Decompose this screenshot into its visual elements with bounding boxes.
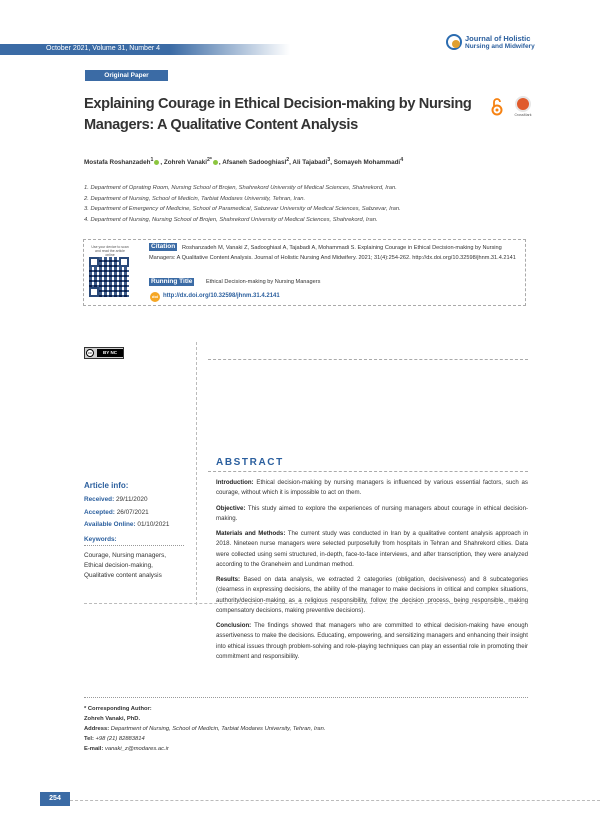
article-info-heading: Article info: bbox=[84, 481, 129, 490]
qr-finder bbox=[89, 257, 99, 267]
keywords: Courage, Nursing managers, Ethical decision-making, Qualitative content analysis bbox=[84, 552, 167, 579]
article-info: Received: 29/11/2020 Accepted: 26/07/2021 Available Online: 01/10/2021 bbox=[84, 496, 170, 528]
author-name: Ali Tajabadi bbox=[292, 159, 328, 167]
article-type-badge: Original Paper bbox=[85, 70, 168, 81]
affiliation: 3. Department of Emergency of Medicine, School of Paramedical, Sabzevar University of Medical Sciences, Sabzevar, Iran. bbox=[84, 206, 401, 212]
abstract-section: Conclusion: The findings showed that managers who are committed to ethical decision-making have enough assertiveness to make the decisions. Educating, empowering, and sensitizing managers and enhancing their insight into ethical issues through problem-solving and role-playing techniques can play an essential role in promoting their commitment and responsibility. bbox=[216, 622, 528, 660]
author-name: Somayeh Mohammadi bbox=[333, 159, 401, 167]
author-list: Mostafa Roshanzadeh$^1$ , Zohreh Vanaki$^{2*}$ , Afsaneh Sadooghiasl$^2$, Ali Tajabadi$^3$, Somayeh Mohammadi$^4$ bbox=[84, 157, 404, 167]
accepted-date: 26/07/2021 bbox=[116, 508, 149, 516]
qr-caption: Use your device to scan and read the article online bbox=[91, 245, 129, 257]
citation-label: Citation bbox=[151, 243, 176, 250]
online-date: 01/10/2021 bbox=[137, 521, 170, 528]
page-number: 254 bbox=[40, 792, 70, 806]
email-link[interactable]: vanaki_z@modares.ac.ir bbox=[104, 746, 169, 752]
abstract-section: Results: Based on data analysis, we extracted 2 categories (obligation, decisiveness) and 8 subcategories (clearness in expressing decisions, the ability of the manager to make decisions in critical and complex situations, authority/decision-making as a religious responsibility, follow the decision process, being responsible, making compensatory decisions, making preventive decisions). bbox=[216, 576, 528, 614]
divider bbox=[84, 697, 528, 698]
affiliation: 1. Department of Oprating Room, Nursing School of Brojen, Shahrekord University of Medical Sciences, Shahrekord, Iran. bbox=[84, 185, 397, 191]
author-name: Afsaneh Sadooghiasl bbox=[222, 159, 287, 167]
divider bbox=[208, 359, 528, 360]
affiliation: 4. Department of Nursing, Nursing School of Brojen, Shahrekord University of Medical Sciences, Shahrekord, Iran. bbox=[84, 216, 378, 223]
journal-logo-icon bbox=[446, 34, 462, 50]
affiliations bbox=[84, 183, 401, 225]
cc-icon: cc bbox=[88, 350, 92, 355]
divider bbox=[208, 471, 528, 472]
cc-by-label: BY NC bbox=[97, 349, 123, 357]
cc-license-badge[interactable] bbox=[84, 347, 124, 359]
keywords-heading: Keywords: bbox=[84, 536, 117, 543]
journal-name-line2: Nursing and Midwifery bbox=[465, 43, 535, 50]
author-name: Zohreh Vanaki bbox=[163, 159, 207, 167]
orcid-icon[interactable] bbox=[213, 160, 218, 165]
journal-logo[interactable] bbox=[446, 34, 596, 54]
crossmark-label: CrossMark bbox=[514, 113, 532, 117]
doi-link[interactable]: http://dx.doi.org/10.32598/jhnm.31.4.2141 bbox=[163, 293, 280, 299]
author-name: Mostafa Roshanzadeh bbox=[84, 159, 151, 167]
abstract-section: Introduction: Ethical decision-making by nursing managers is influenced by various essential factors, such as courage, without which it is impossible to act on them. bbox=[216, 479, 528, 497]
citation-text: Roshanzadeh M, Vanaki Z, Sadooghiasl A, Tajabadi A, Mohammadi S. Explaining Courage in Ethical Decision-making by Nursing Managers: A Qualitative Content Analysis. Journal of Holistic Nursing And Midwifery. 2021; 31(4):254-262. http://dx.doi.org/10.32598/jhnm.31.4.2141 bbox=[149, 245, 516, 261]
footer-divider bbox=[70, 800, 600, 801]
qr-finder bbox=[119, 257, 129, 267]
issue-info: October 2021, Volume 31, Number 4 bbox=[46, 45, 161, 52]
divider bbox=[84, 603, 528, 604]
affiliation: 2. Department of Nursing, School of Medicin, Tarbiat Modares University, Tehran, Iran. bbox=[84, 195, 306, 202]
open-access-icon[interactable] bbox=[491, 98, 503, 116]
corresponding-name: Zohreh Vanaki, PhD. bbox=[84, 716, 141, 722]
abstract-section: Objective: This study aimed to explore the experiences of nursing managers about courage in ethical decision-making. bbox=[216, 504, 528, 522]
column-divider bbox=[196, 342, 197, 605]
journal-name-line1: Journal of Holistic bbox=[465, 34, 531, 43]
running-title: Ethical Decision-making by Nursing Managers bbox=[206, 279, 321, 285]
received-date: 29/11/2020 bbox=[115, 496, 148, 503]
crossmark-badge[interactable] bbox=[512, 96, 534, 120]
header-bar-fade bbox=[170, 44, 290, 55]
article-title: Explaining Courage in Ethical Decision-making by Nursing Managers: A Qualitative Content Analysis bbox=[84, 96, 472, 133]
corresponding-author: * Corresponding Author: Zohreh Vanaki, PhD. Address: Department of Nursing, School of Medicin, Tarbiat Modares University, Tehran, Iran. Tel: +98 (21) 82883814 E-mail: vanaki_z@modares.ac.ir bbox=[84, 706, 326, 752]
divider bbox=[84, 545, 184, 546]
crossmark-icon bbox=[515, 96, 531, 112]
qr-finder bbox=[89, 287, 99, 297]
abstract-section: Materials and Methods: The current study was conducted in Iran by a qualitative content analysis approach in 2018. Nineteen nurse managers were selected purposefully from hospitals in Tehran and Shahrekord cities. Data were collected using semi structured, in-depth, face-to-face interviews, and after transcription, they were analyzed according to the Graneheim and Lundman method. bbox=[216, 530, 529, 568]
abstract-heading: ABSTRACT bbox=[216, 457, 284, 468]
orcid-icon[interactable] bbox=[154, 160, 159, 165]
running-title-label: Running Title bbox=[151, 278, 193, 285]
abstract-body bbox=[216, 478, 528, 667]
doi-icon: doi bbox=[150, 292, 160, 302]
